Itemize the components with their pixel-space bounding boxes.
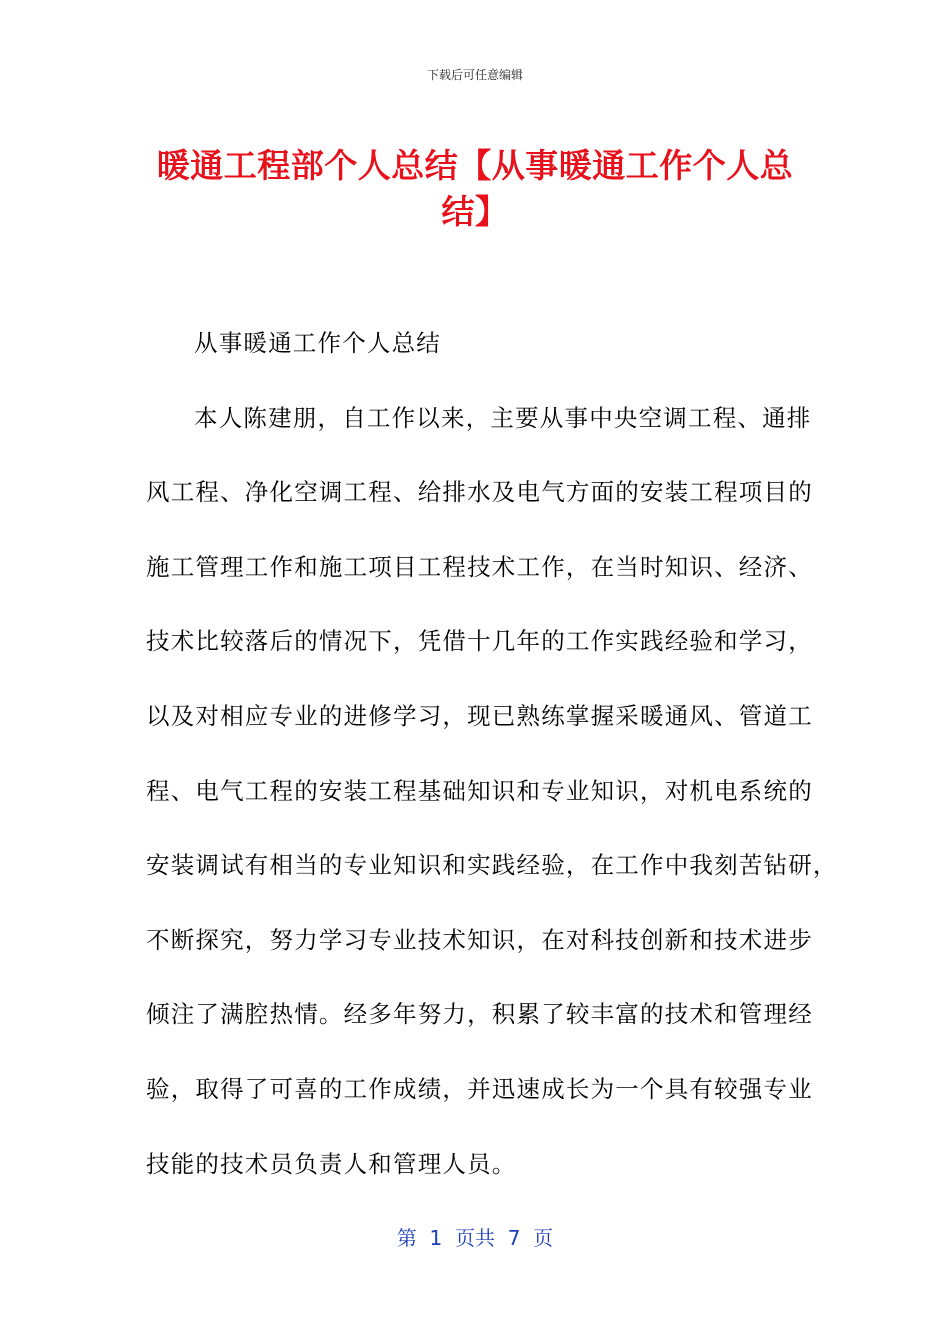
paragraph-line: 技术比较落后的情况下，凭借十几年的工作实践经验和学习， [146,627,813,656]
paragraph-line: 倾注了满腔热情。经多年努力，积累了较丰富的技术和管理经 [146,1000,813,1029]
paragraph-line: 不断探究，努力学习专业技术知识，在对科技创新和技术进步 [146,925,813,954]
document-body [146,320,838,1215]
paragraph-line: 以及对相应专业的进修学习，现已熟练掌握采暖通风、管道工 [146,701,813,730]
paragraph-line: 程、电气工程的安装工程基础知识和专业知识，对机电系统的 [146,776,813,805]
paragraph-line: 安装调试有相当的专业知识和实践经验，在工作中我刻苦钻研， [146,851,838,880]
document-title: 暖通工程部个人总结【从事暖通工作个人总结】 [156,146,794,231]
paragraph-line: 技能的技术员负责人和管理人员。 [146,1149,517,1178]
paragraph-line: 验，取得了可喜的工作成绩，并迅速成长为一个具有较强专业 [146,1074,813,1103]
page-number-footer: 第 1 页共 7 页 [396,1226,554,1250]
paragraph-line: 本人陈建朋，自工作以来，主要从事中央空调工程、通排 [194,403,812,432]
paragraph-line: 施工管理工作和施工项目工程技术工作，在当时知识、经济、 [146,552,813,581]
paragraph-line: 风工程、净化空调工程、给排水及电气方面的安装工程项目的 [146,478,813,507]
section-heading: 从事暖通工作个人总结 [194,329,441,357]
header-note: 下载后可任意编辑 [426,68,523,82]
